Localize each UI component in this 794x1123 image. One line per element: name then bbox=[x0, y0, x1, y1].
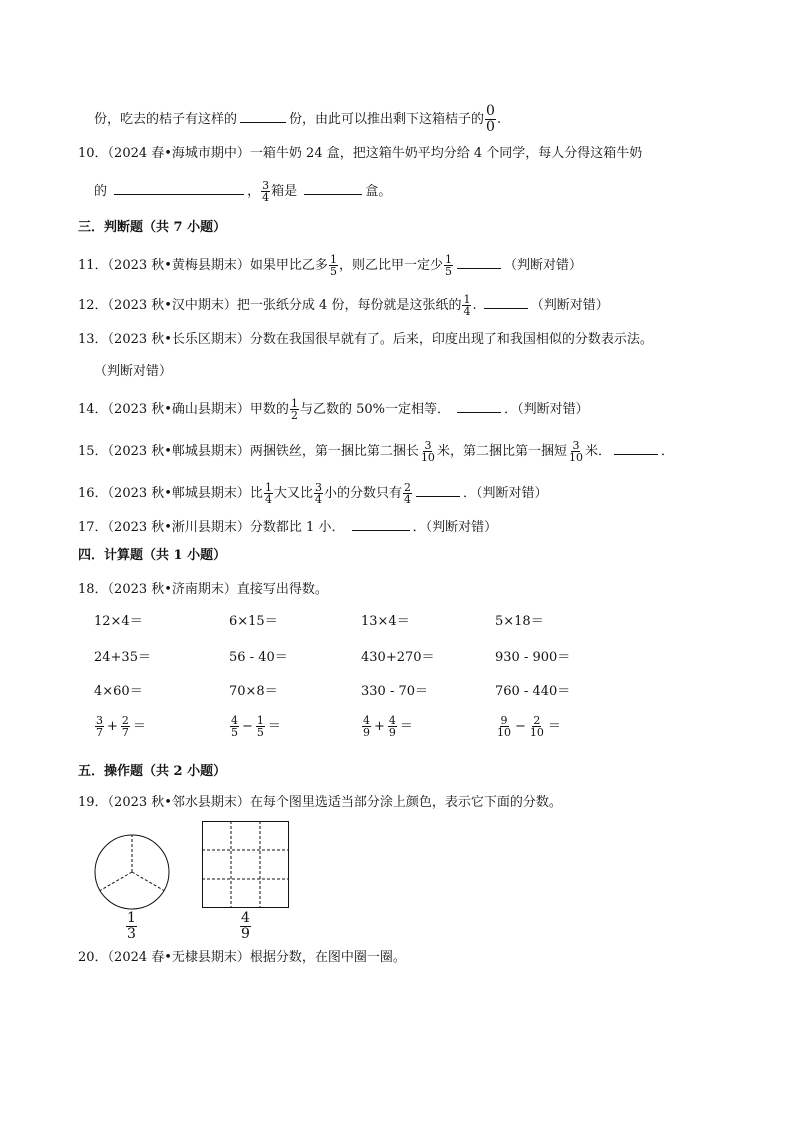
q14 bbox=[78, 398, 589, 421]
frac-a bbox=[362, 715, 371, 738]
q16-text-c: 小的分数只有 bbox=[323, 486, 402, 501]
operator: − bbox=[242, 718, 253, 734]
q14-text-a: 14．（2023 秋•确山县期末）甲数的 bbox=[78, 402, 289, 417]
q9-text-b: 份，由此可以推出剩下这箱桔子的 bbox=[289, 112, 485, 127]
num: 2 bbox=[533, 714, 541, 727]
q11-text-a: 11．（2023 秋•黄梅县期末）如果甲比乙多 bbox=[78, 258, 328, 273]
num: 4 bbox=[241, 910, 250, 926]
q16-f1-num: 1 bbox=[264, 481, 272, 494]
calc-frac-cell[interactable] bbox=[361, 715, 415, 738]
equals: ＝ bbox=[547, 718, 561, 734]
den: 9 bbox=[388, 726, 396, 739]
q17-text-b: ．（判断对错） bbox=[412, 520, 498, 535]
den: 5 bbox=[231, 726, 238, 739]
q10-line2 bbox=[94, 180, 391, 203]
q15-fraction-2 bbox=[568, 440, 584, 463]
square-ninths-figure[interactable] bbox=[202, 821, 290, 909]
q14-f1-den: 2 bbox=[290, 409, 298, 422]
num: 9 bbox=[500, 714, 508, 727]
q15-fraction-1 bbox=[420, 440, 436, 463]
den: 7 bbox=[121, 726, 129, 739]
section-4-title: 四．计算题（共 1 小题） bbox=[78, 548, 227, 563]
calc-cell[interactable]: 6×15＝ bbox=[229, 614, 278, 629]
q13-text-b: （判断对错） bbox=[94, 364, 173, 379]
q14-answer-blank[interactable] bbox=[457, 399, 501, 413]
q15 bbox=[78, 440, 674, 463]
calc-cell[interactable]: 24+35＝ bbox=[94, 650, 151, 665]
q16 bbox=[78, 482, 547, 505]
q16-fraction-3 bbox=[403, 482, 412, 505]
num: 4 bbox=[388, 714, 396, 727]
q12-f1-num: 1 bbox=[463, 293, 471, 306]
q9-text-a: 份，吃去的桔子有这样的 bbox=[94, 112, 238, 127]
q11-f2-den: 5 bbox=[444, 265, 452, 278]
den: 3 bbox=[127, 926, 136, 942]
calc-cell[interactable]: 930 - 900＝ bbox=[495, 650, 571, 665]
q9-fraction-num: 0 bbox=[486, 103, 495, 119]
q17-answer-blank[interactable] bbox=[352, 517, 410, 531]
q10-fraction-den: 4 bbox=[262, 191, 270, 204]
num: 2 bbox=[121, 714, 129, 727]
q11-answer-blank[interactable] bbox=[457, 255, 501, 269]
q13-line2 bbox=[94, 362, 172, 381]
q11-fraction-1 bbox=[329, 254, 338, 277]
q18-prompt: 18．（2023 秋•济南期末）直接写出得数。 bbox=[78, 582, 328, 597]
den: 5 bbox=[256, 726, 264, 739]
q15-f1-den: 10 bbox=[420, 451, 435, 464]
calc-frac-cell[interactable] bbox=[229, 715, 283, 738]
operator: − bbox=[515, 718, 526, 734]
q16-f3-num: 2 bbox=[403, 481, 411, 494]
frac bbox=[126, 911, 137, 942]
q14-f1-num: 1 bbox=[290, 397, 298, 410]
q12-text-c: （判断对错） bbox=[530, 298, 609, 313]
q10-he: 盒。 bbox=[365, 184, 392, 199]
num: 1 bbox=[256, 714, 264, 727]
circle-fraction-label bbox=[125, 911, 138, 942]
q11-f1-den: 5 bbox=[329, 265, 337, 278]
q16-f2-num: 3 bbox=[314, 481, 322, 494]
calc-cell[interactable]: 5×18＝ bbox=[495, 614, 544, 629]
q10-fraction bbox=[261, 180, 270, 203]
operator: + bbox=[107, 718, 118, 734]
calc-cell[interactable]: 330 - 70＝ bbox=[361, 684, 429, 699]
den: 9 bbox=[241, 926, 250, 942]
q9-end: . bbox=[496, 112, 502, 127]
q16-fraction-2 bbox=[314, 482, 323, 505]
section-5-title: 五．操作题（共 2 小题） bbox=[78, 764, 227, 779]
frac-b bbox=[388, 715, 397, 738]
q16-f1-den: 4 bbox=[264, 493, 272, 506]
q12-fraction bbox=[462, 294, 471, 317]
q20-prompt: 20．（2024 春•无棣县期末）根据分数，在图中圈一圈。 bbox=[78, 950, 406, 965]
frac-a bbox=[230, 715, 239, 738]
q11-fraction-2 bbox=[444, 254, 453, 277]
q11-text-c: （判断对错） bbox=[503, 258, 582, 273]
equals: ＝ bbox=[399, 718, 413, 734]
q15-text-a: 15．（2023 秋•郸城县期末）两捆铁丝，第一捆比第二捆长 bbox=[78, 444, 419, 459]
q10-line1: 10．（2024 春•海城市期中）一箱牛奶 24 盒，把这箱牛奶平均分给 4 个同学，每人分得这箱牛奶 bbox=[78, 146, 643, 161]
q17-text-a: 17．（2023 秋•淅川县期末）分数都比 1 小． bbox=[78, 520, 345, 535]
frac-b bbox=[121, 715, 130, 738]
den: 10 bbox=[529, 726, 544, 739]
q14-text-b: 与乙数的 50%一定相等． bbox=[299, 402, 450, 417]
q15-answer-blank[interactable] bbox=[614, 441, 658, 455]
num: 1 bbox=[127, 910, 136, 926]
q15-f2-den: 10 bbox=[568, 451, 583, 464]
den: 10 bbox=[497, 726, 511, 739]
calc-cell[interactable]: 13×4＝ bbox=[361, 614, 410, 629]
q9-fraction-den: 0 bbox=[486, 119, 495, 135]
q10-blank-2[interactable] bbox=[304, 181, 362, 195]
q16-f2-den: 4 bbox=[314, 493, 322, 506]
frac-a bbox=[95, 715, 104, 738]
calc-cell[interactable]: 12×4＝ bbox=[94, 614, 143, 629]
q10-box-is: 箱是 bbox=[271, 184, 298, 199]
q9-tail-line bbox=[94, 104, 501, 135]
q9-fraction bbox=[485, 104, 496, 135]
q10-fraction-num: 3 bbox=[262, 179, 270, 192]
q11 bbox=[78, 254, 582, 277]
frac-a bbox=[496, 715, 512, 738]
calc-frac-cell[interactable] bbox=[94, 715, 148, 738]
calc-cell[interactable]: 56 - 40＝ bbox=[229, 650, 288, 665]
q11-text-b: ，则乙比甲一定少 bbox=[338, 258, 443, 273]
q12-text-b: . bbox=[472, 298, 477, 313]
q17 bbox=[78, 517, 497, 537]
q12 bbox=[78, 294, 609, 317]
section-3-title: 三．判断题（共 7 小题） bbox=[78, 220, 227, 235]
q10-blank-1[interactable] bbox=[114, 181, 244, 195]
operator: + bbox=[374, 718, 385, 734]
q12-answer-blank[interactable] bbox=[484, 295, 528, 309]
q14-fraction bbox=[290, 398, 299, 421]
calc-cell[interactable]: 430+270＝ bbox=[361, 650, 435, 665]
q12-text-a: 12．（2023 秋•汉中期末）把一张纸分成 4 份，每份就是这张纸的 bbox=[78, 298, 462, 313]
q14-text-c: ．（判断对错） bbox=[504, 402, 589, 417]
q16-answer-blank[interactable] bbox=[416, 483, 460, 497]
q11-f1-num: 1 bbox=[329, 253, 337, 266]
q12-f1-den: 4 bbox=[463, 305, 471, 318]
q15-text-d: ． bbox=[660, 444, 674, 459]
equals: ＝ bbox=[132, 718, 146, 734]
num: 4 bbox=[363, 714, 370, 727]
q16-text-b: 大又比 bbox=[273, 486, 313, 501]
q15-f1-num: 3 bbox=[424, 439, 432, 452]
q15-text-c: 米． bbox=[584, 444, 611, 459]
q10-de: 的 bbox=[94, 184, 108, 199]
calc-frac-cell[interactable] bbox=[495, 715, 563, 738]
q13-line1: 13．（2023 秋•长乐区期末）分数在我国很早就有了。后来，印度出现了和我国相似的分数表示法。 bbox=[78, 332, 653, 347]
q19-prompt: 19．（2023 秋•邻水县期末）在每个图里选适当部分涂上颜色，表示它下面的分数。 bbox=[78, 795, 562, 810]
frac-b bbox=[529, 715, 545, 738]
circle-thirds-figure[interactable] bbox=[92, 832, 172, 912]
q16-text-d: ．（判断对错） bbox=[462, 486, 548, 501]
square-fraction-label bbox=[239, 911, 252, 942]
frac bbox=[240, 911, 251, 942]
calc-cell[interactable]: 4×60＝ bbox=[94, 684, 143, 699]
q9-answer-blank[interactable] bbox=[240, 109, 286, 123]
frac-b bbox=[256, 715, 265, 738]
q10-sep: ， bbox=[247, 184, 261, 199]
equals: ＝ bbox=[267, 718, 281, 734]
calc-cell[interactable]: 760 - 440＝ bbox=[495, 684, 571, 699]
num: 4 bbox=[231, 714, 238, 727]
q11-f2-num: 1 bbox=[444, 253, 452, 266]
q16-f3-den: 4 bbox=[403, 493, 411, 506]
q16-text-a: 16．（2023 秋•郸城县期末）比 bbox=[78, 486, 263, 501]
num: 3 bbox=[96, 714, 103, 727]
q16-fraction-1 bbox=[264, 482, 273, 505]
q15-f2-num: 3 bbox=[572, 439, 580, 452]
q15-text-b: 米，第二捆比第一捆短 bbox=[436, 444, 567, 459]
den: 7 bbox=[96, 726, 103, 739]
den: 9 bbox=[363, 726, 370, 739]
calc-cell[interactable]: 70×8＝ bbox=[229, 684, 278, 699]
